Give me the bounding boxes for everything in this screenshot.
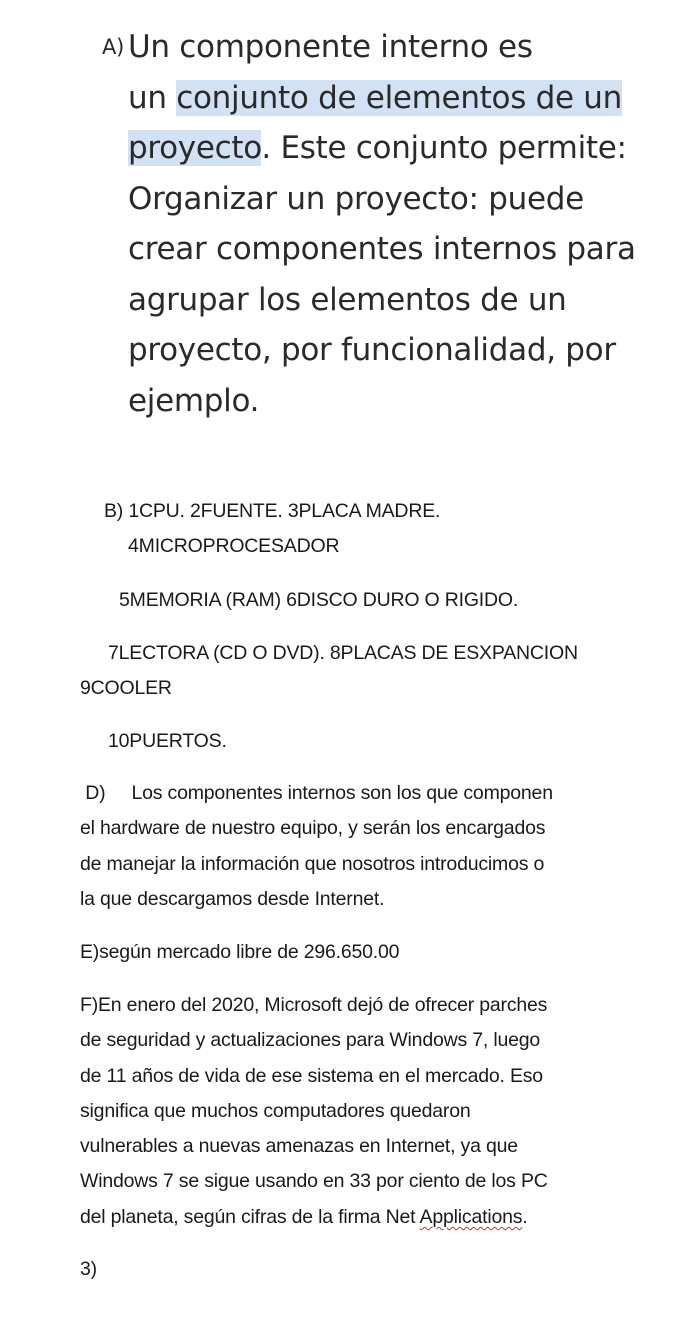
section-b-line-3: 5MEMORIA (RAM) 6DISCO DURO O RIGIDO.	[119, 589, 519, 611]
section-f-line-4: significa que muchos computadores quedaron	[80, 1099, 471, 1122]
section-a-line-7: proyecto, por funcionalidad, por	[128, 332, 616, 368]
section-a-line-2-pre: un	[128, 79, 177, 116]
section-b-line-2: 4MICROPROCESADOR	[128, 535, 340, 557]
section-a-marker: A)	[102, 35, 124, 59]
section-f-line-6: Windows 7 se sigue usando en 33 por ciento de los PC	[80, 1170, 548, 1193]
section-f-line-2: de seguridad y actualizaciones para Windows 7, luego	[80, 1029, 541, 1052]
section-f-line-3: de 11 años de vida de ese sistema en el mercado. Eso	[80, 1064, 543, 1087]
section-e	[80, 935, 650, 970]
section-d-line-2: el hardware de nuestro equipo, y serán los encargados	[80, 817, 546, 840]
section-a-line-4: Organizar un proyecto: puede	[128, 180, 584, 217]
highlighted-selection-part-2[interactable]: proyecto	[128, 130, 262, 166]
section-b-line-1: B) 1CPU. 2FUENTE. 3PLACA MADRE.	[104, 500, 441, 522]
section-a-line-8: ejemplo.	[128, 382, 260, 419]
section-f-line-1: F)En enero del 2020, Microsoft dejó de ofrecer parches	[80, 994, 548, 1016]
section-a-line-2	[128, 73, 648, 124]
section-f-line-7	[80, 1200, 650, 1235]
section-e-line-1: E)según mercado libre de 296.650.00	[80, 941, 400, 963]
section-f-line-7-pre: del planeta, según cifras de la firma Net	[80, 1205, 420, 1228]
section-a-line-1: Un componente interno es	[128, 29, 533, 65]
section-a	[102, 22, 648, 426]
section-f-line-7-post: .	[522, 1205, 528, 1228]
highlighted-selection-part-1[interactable]: conjunto de elementos de un	[176, 79, 622, 116]
section-b-line-5: 9COOLER	[80, 677, 172, 699]
section-a-line-3	[128, 123, 648, 174]
section-a-line-6: agrupar los elementos de un	[128, 281, 567, 318]
section-f	[80, 988, 650, 1235]
section-3	[80, 1252, 650, 1287]
section-d-line-4: la que descargamos desde Internet.	[80, 887, 385, 910]
section-d-line-3: de manejar la información que nosotros introducimos o	[80, 852, 545, 875]
section-b-line-4: 7LECTORA (CD O DVD). 8PLACAS DE ESXPANCION	[108, 642, 578, 664]
spellcheck-flagged-word[interactable]: Applications	[419, 1205, 523, 1228]
section-a-line-3-post: . Este conjunto permite:	[261, 130, 627, 166]
section-f-line-5: vulnerables a nuevas amenazas en Internet, ya que	[80, 1135, 518, 1158]
section-a-line-5: crear componentes internos para	[128, 231, 636, 267]
section-d-line-1: D) Los componentes internos son los que componen	[80, 782, 553, 804]
section-b-line-6: 10PUERTOS.	[108, 730, 227, 752]
section-3-label: 3)	[80, 1258, 97, 1280]
section-d	[80, 776, 650, 917]
